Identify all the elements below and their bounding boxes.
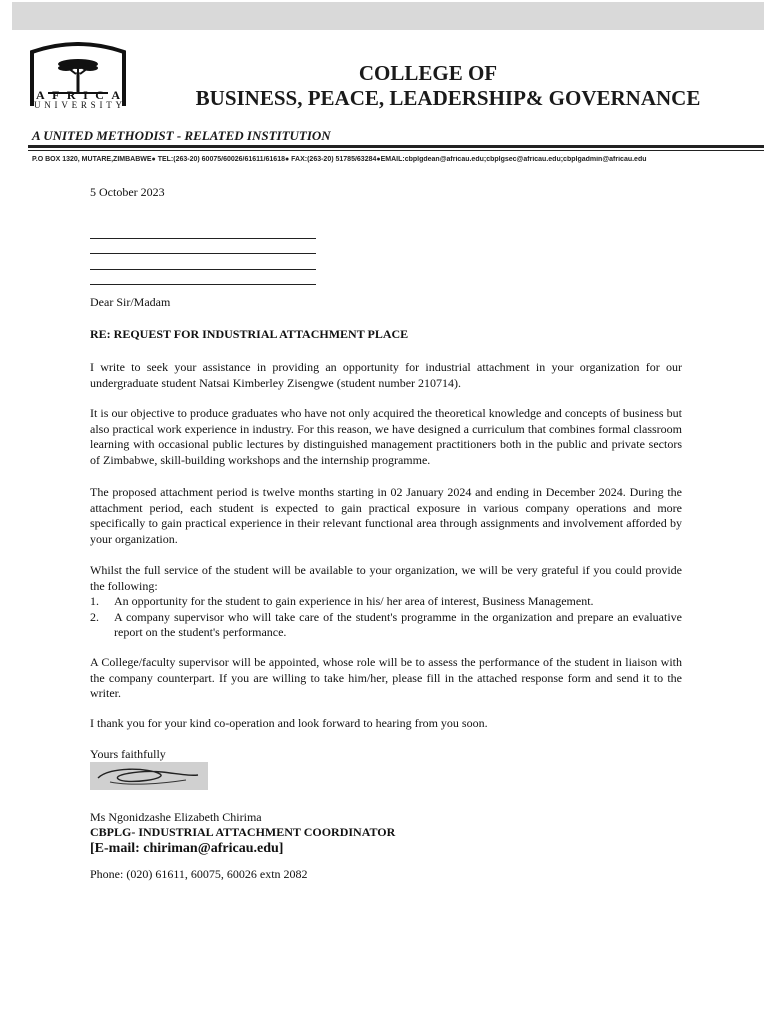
address-lines — [90, 223, 682, 285]
college-title — [168, 62, 728, 110]
paragraph-6: I thank you for your kind co-operation and look forward to hearing from you soon. — [90, 716, 488, 730]
address-line — [90, 239, 316, 255]
signer-phone: Phone: (020) 61611, 60075, 60026 extn 2082 — [90, 867, 308, 881]
address-line — [90, 223, 316, 239]
letter-date: 5 October 2023 — [90, 185, 165, 199]
tagline: A UNITED METHODIST - RELATED INSTITUTION — [32, 128, 331, 143]
list-text: A company supervisor who will take care of the student's programme in the organization and prepare an evaluative report on the student's performance. — [114, 609, 682, 640]
paragraph-1: I write to seek your assistance in providing an opportunity for industrial attachment in your organization for our undergraduate student Natsai Kimberley Zisengwe (student number 210714). — [90, 360, 682, 390]
signer-name: Ms Ngonidzashe Elizabeth Chirima — [90, 810, 262, 824]
svg-text:UNIVERSITY: UNIVERSITY — [34, 100, 122, 110]
title-line1: COLLEGE OF — [358, 61, 498, 85]
salutation: Dear Sir/Madam — [90, 295, 171, 309]
list-item — [90, 610, 682, 641]
address-line — [90, 270, 316, 286]
divider-thick — [28, 145, 764, 148]
svg-text:AFRICA: AFRICA — [36, 88, 120, 102]
signature-image — [90, 762, 208, 790]
signer-email: [E-mail: chiriman@africau.edu] — [90, 841, 284, 856]
paragraph-2: It is our objective to produce graduates who have not only acquired the theoretical knowledge and concepts of business but also practical work experience in industry. For this reason, we have designed a curriculum that combines formal classroom learning with occasional public lectures by distinguished management practitioners both in the public and private sectors of Zimbabwe, skill-building workshops and the internship programme. — [90, 406, 682, 467]
paragraph-4-intro: Whilst the full service of the student will be available to your organization, we will be very grateful if you could provide the following: — [90, 563, 682, 593]
request-list — [90, 594, 682, 641]
list-item — [90, 594, 682, 610]
paragraph-3: The proposed attachment period is twelve months starting in 02 January 2024 and ending in December 2024. During the attachment period, each student is expected to gain practical exposure in various company operations and more specifically to gain practical experience in their relevant functional area through assignments and involvement afforded by your organization. — [90, 485, 682, 546]
contact-line: P.O BOX 1320, MUTARE,ZIMBABWE● TEL:(263-20) 60075/60026/61611/61618● FAX:(263-20) 51785/63284●EMAIL:cbplgdean@africau.edu;cbplgsec@africau.edu;cbplgadmin@africau.edu — [32, 156, 647, 163]
closing: Yours faithfully — [90, 747, 166, 761]
subject-line: RE: REQUEST FOR INDUSTRIAL ATTACHMENT PLACE — [90, 327, 409, 341]
list-number: 2. — [90, 609, 99, 624]
list-number: 1. — [90, 594, 99, 609]
top-grey-bar — [12, 2, 764, 30]
list-text: An opportunity for the student to gain experience in his/ her area of interest, Business Management. — [114, 594, 594, 609]
paragraph-4 — [90, 563, 682, 641]
africa-university-logo — [28, 42, 128, 112]
divider-thin — [28, 150, 764, 151]
paragraph-5: A College/faculty supervisor will be appointed, whose role will be to assess the performance of the student in liaison with the company counterpart. If you are willing to take him/her, please fill in the attached response form and send it to the writer. — [90, 655, 682, 701]
address-line — [90, 254, 316, 270]
signer-role: CBPLG- INDUSTRIAL ATTACHMENT COORDINATOR — [90, 825, 396, 839]
title-line2: BUSINESS, PEACE, LEADERSHIP& GOVERNANCE — [195, 86, 701, 111]
